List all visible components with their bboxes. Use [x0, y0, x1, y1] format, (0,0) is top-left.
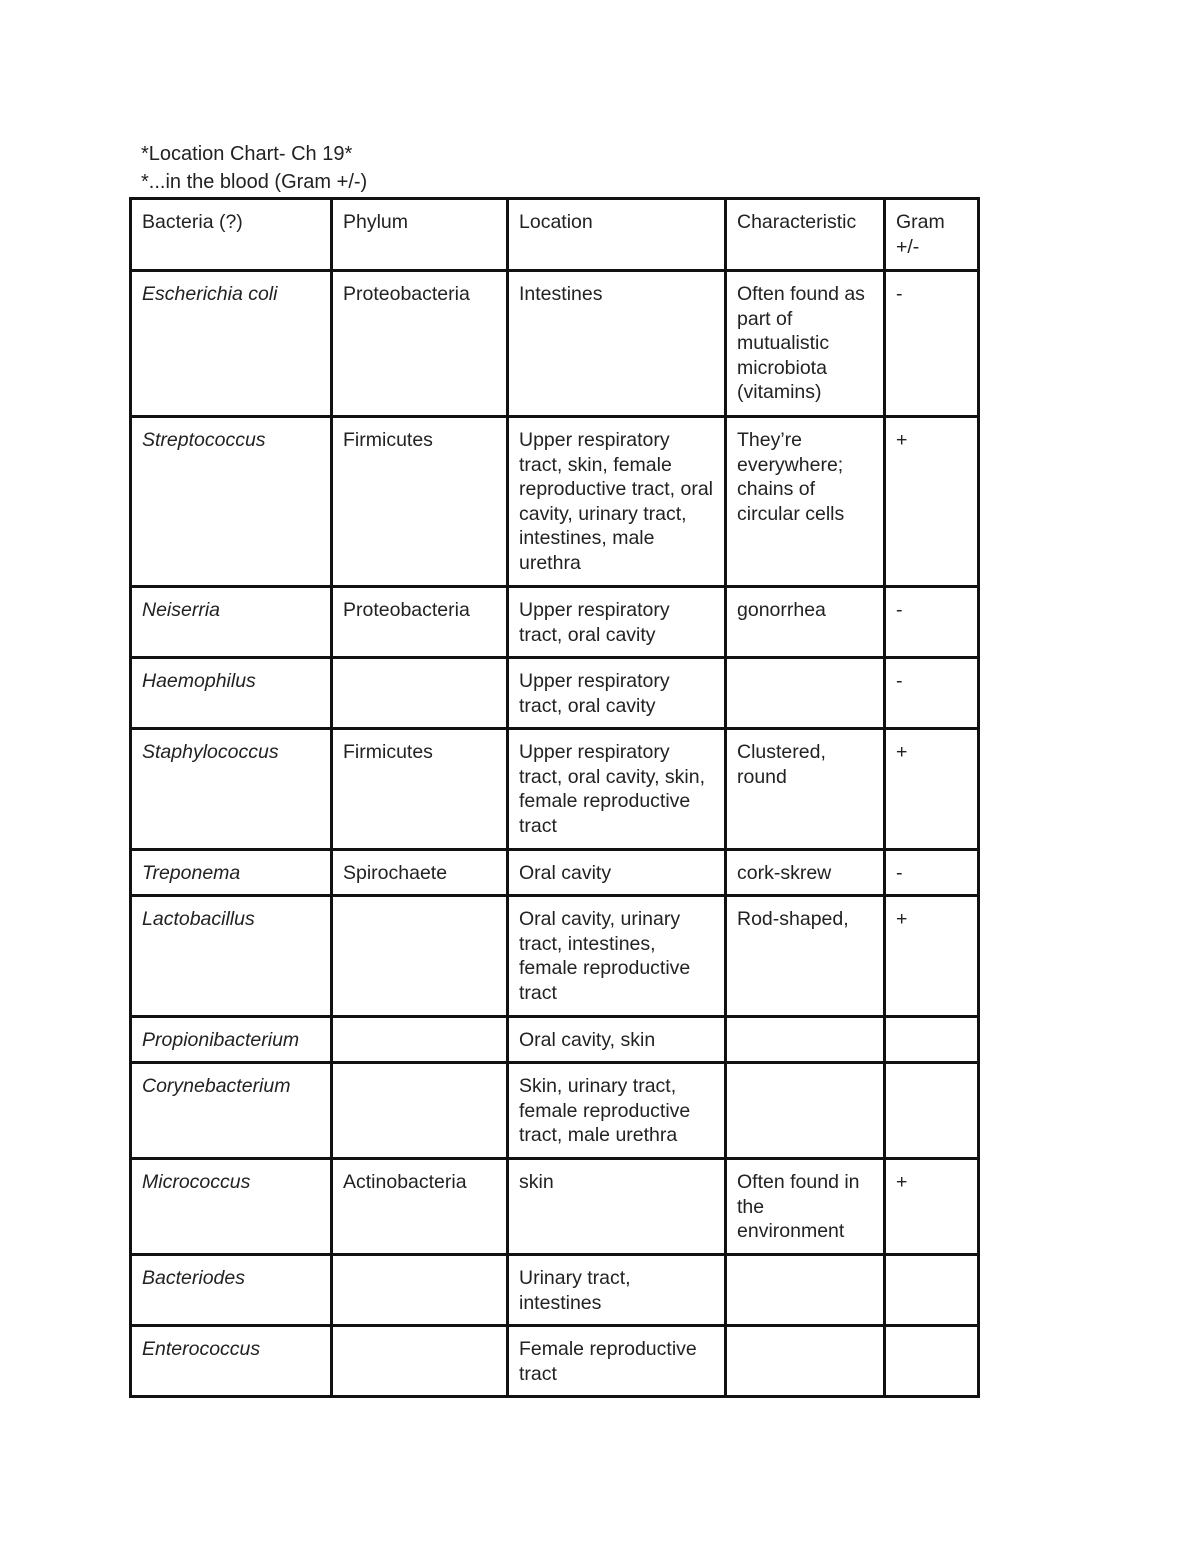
characteristic-cell: Often found in the environment	[726, 1159, 885, 1255]
phylum-cell: Firmicutes	[332, 417, 508, 587]
characteristic-cell	[726, 1326, 885, 1397]
header-bacteria: Bacteria (?)	[131, 199, 332, 271]
gram-cell	[885, 1255, 979, 1326]
location-cell: skin	[508, 1159, 726, 1255]
phylum-cell: Proteobacteria	[332, 587, 508, 658]
table-row	[131, 587, 979, 658]
header-location: Location	[508, 199, 726, 271]
gram-cell	[885, 1326, 979, 1397]
location-cell: Upper respiratory tract, oral cavity	[508, 658, 726, 729]
characteristic-cell	[726, 1255, 885, 1326]
location-cell: Oral cavity	[508, 850, 726, 896]
characteristic-cell: gonorrhea	[726, 587, 885, 658]
table-row	[131, 1017, 979, 1063]
phylum-cell: Actinobacteria	[332, 1159, 508, 1255]
location-cell: Female reproductive tract	[508, 1326, 726, 1397]
characteristic-cell: They’re everywhere; chains of circular cells	[726, 417, 885, 587]
bacteria-cell: Bacteriodes	[131, 1255, 332, 1326]
location-cell: Urinary tract, intestines	[508, 1255, 726, 1326]
gram-cell: -	[885, 271, 979, 417]
page-title: *Location Chart- Ch 19*	[141, 143, 353, 165]
gram-cell: +	[885, 417, 979, 587]
phylum-cell: Proteobacteria	[332, 271, 508, 417]
table-row	[131, 1063, 979, 1159]
bacteria-cell: Micrococcus	[131, 1159, 332, 1255]
phylum-cell	[332, 1326, 508, 1397]
phylum-cell: Firmicutes	[332, 729, 508, 850]
characteristic-cell	[726, 1017, 885, 1063]
table-row	[131, 417, 979, 587]
bacteria-cell: Propionibacterium	[131, 1017, 332, 1063]
gram-cell: -	[885, 587, 979, 658]
table-header-row	[131, 199, 979, 271]
phylum-cell	[332, 896, 508, 1017]
bacteria-cell: Enterococcus	[131, 1326, 332, 1397]
bacteria-cell: Lactobacillus	[131, 896, 332, 1017]
table-row	[131, 1326, 979, 1397]
table-row	[131, 729, 979, 850]
page-subtitle: *...in the blood (Gram +/-)	[141, 171, 368, 193]
characteristic-cell: Clustered, round	[726, 729, 885, 850]
table-row	[131, 850, 979, 896]
table-row	[131, 896, 979, 1017]
gram-cell	[885, 1017, 979, 1063]
table-row	[131, 658, 979, 729]
location-cell: Upper respiratory tract, oral cavity	[508, 587, 726, 658]
bacteria-cell: Neiserria	[131, 587, 332, 658]
table-row	[131, 1159, 979, 1255]
bacteria-cell: Corynebacterium	[131, 1063, 332, 1159]
gram-cell: -	[885, 850, 979, 896]
phylum-cell	[332, 1255, 508, 1326]
location-cell: Intestines	[508, 271, 726, 417]
bacteria-cell: Staphylococcus	[131, 729, 332, 850]
phylum-cell	[332, 658, 508, 729]
characteristic-cell: Rod-shaped,	[726, 896, 885, 1017]
table-row	[131, 271, 979, 417]
characteristic-cell	[726, 1063, 885, 1159]
location-cell: Skin, urinary tract, female reproductive tract, male urethra	[508, 1063, 726, 1159]
bacteria-cell: Haemophilus	[131, 658, 332, 729]
gram-cell	[885, 1063, 979, 1159]
location-cell: Oral cavity, skin	[508, 1017, 726, 1063]
location-cell: Upper respiratory tract, skin, female reproductive tract, oral cavity, urinary tract, intestines, male urethra	[508, 417, 726, 587]
characteristic-cell	[726, 658, 885, 729]
characteristic-cell: cork-skrew	[726, 850, 885, 896]
characteristic-cell: Often found as part of mutualistic microbiota (vitamins)	[726, 271, 885, 417]
header-phylum: Phylum	[332, 199, 508, 271]
phylum-cell	[332, 1017, 508, 1063]
location-cell: Oral cavity, urinary tract, intestines, female reproductive tract	[508, 896, 726, 1017]
bacteria-cell: Streptococcus	[131, 417, 332, 587]
gram-cell: +	[885, 1159, 979, 1255]
location-cell: Upper respiratory tract, oral cavity, skin, female reproductive tract	[508, 729, 726, 850]
phylum-cell: Spirochaete	[332, 850, 508, 896]
gram-cell: -	[885, 658, 979, 729]
phylum-cell	[332, 1063, 508, 1159]
table-row	[131, 1255, 979, 1326]
gram-cell: +	[885, 896, 979, 1017]
gram-cell: +	[885, 729, 979, 850]
bacteria-cell: Treponema	[131, 850, 332, 896]
header-characteristic: Characteristic	[726, 199, 885, 271]
bacteria-cell: Escherichia coli	[131, 271, 332, 417]
bacteria-location-table	[129, 197, 980, 1398]
header-gram: Gram +/-	[885, 199, 979, 271]
